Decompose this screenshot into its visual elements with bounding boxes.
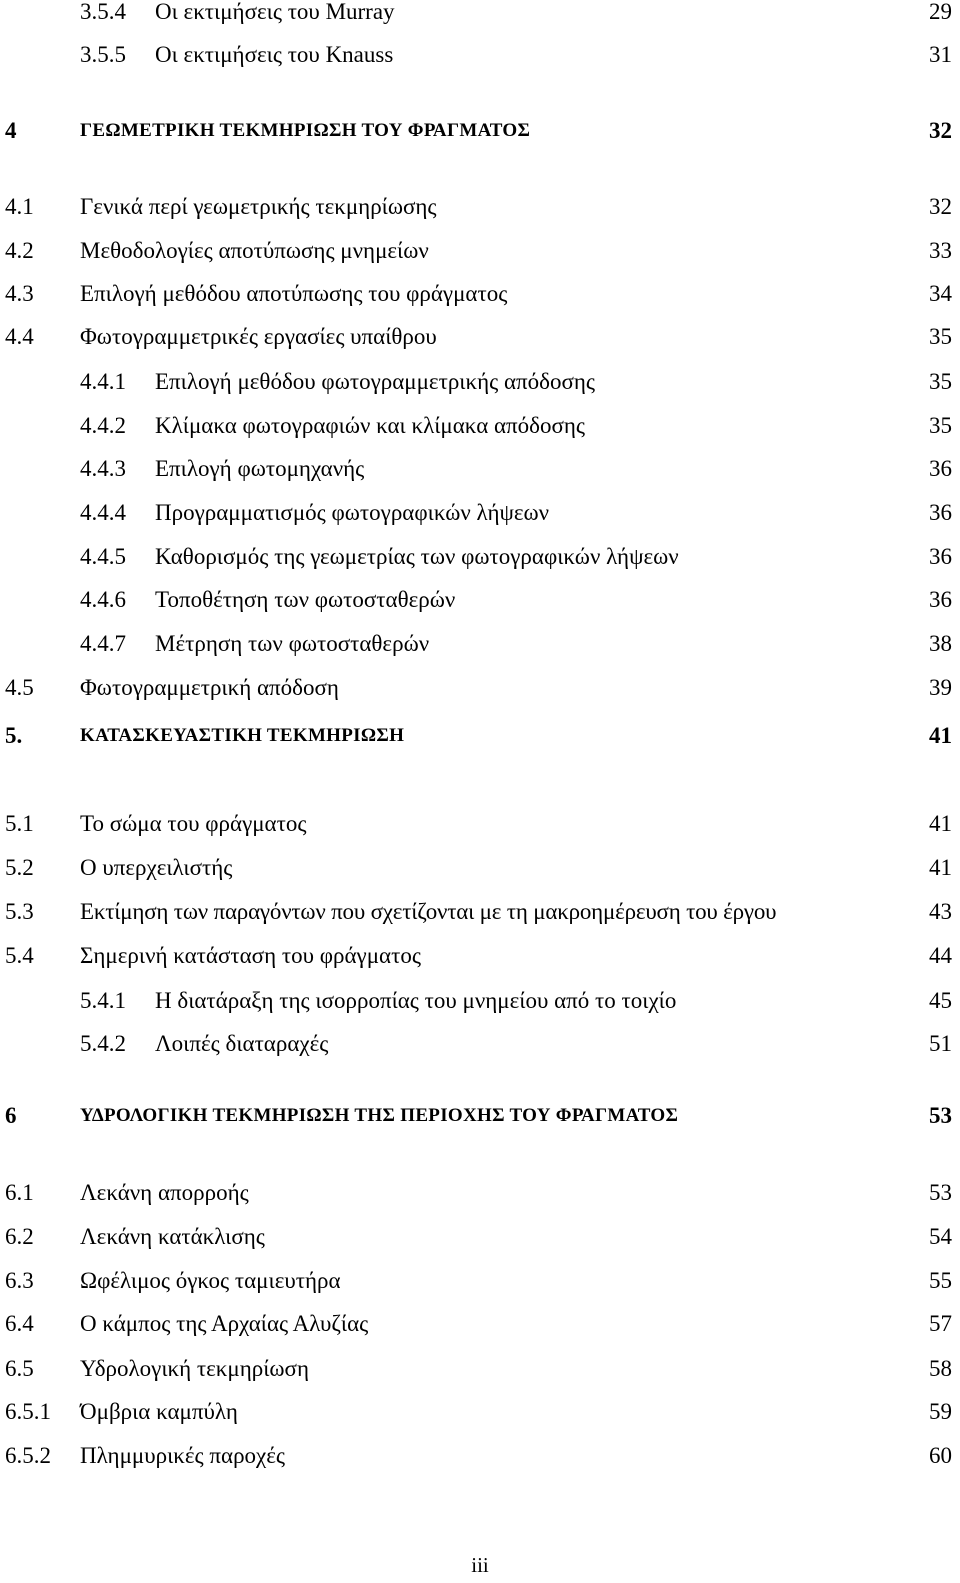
- toc-entry: [0, 493, 960, 533]
- entry-title: Φωτογραμμετρική απόδοση: [80, 675, 339, 700]
- entry-page: 57: [929, 1311, 952, 1336]
- toc-entry: [0, 1024, 960, 1064]
- entry-page: 54: [929, 1224, 952, 1249]
- entry-number: 6.4: [5, 1311, 34, 1336]
- toc-entry: [0, 317, 960, 357]
- entry-title: Η διατάραξη της ισορροπίας του μνημείου από το τοιχίο: [155, 988, 677, 1013]
- entry-page: 33: [929, 238, 952, 263]
- toc-entry: [0, 1436, 960, 1476]
- toc-entry: [0, 231, 960, 271]
- entry-title: Επιλογή μεθόδου φωτογραμμετρικής απόδοσης: [155, 369, 596, 394]
- entry-number: 6.3: [5, 1268, 34, 1293]
- toc-entry: [0, 1261, 960, 1301]
- entry-number: 5.4.1: [80, 988, 126, 1013]
- entry-number: 4.4.6: [80, 587, 126, 612]
- toc-entry: [0, 0, 960, 32]
- entry-number: 5.3: [5, 899, 34, 924]
- entry-number: 6.1: [5, 1180, 34, 1205]
- entry-title: Ωφέλιμος όγκος ταμιευτήρα: [80, 1268, 341, 1293]
- entry-number: 4.4.5: [80, 544, 126, 569]
- entry-title: Υδρολογική τεκμηρίωση: [80, 1356, 309, 1381]
- entry-page: 32: [929, 194, 952, 219]
- entry-title: Ο υπερχειλιστής: [80, 855, 233, 880]
- entry-title: Όμβρια καμπύλη: [80, 1399, 238, 1424]
- entry-number: 3.5.5: [80, 42, 126, 67]
- entry-number: 4.4.2: [80, 413, 126, 438]
- entry-number: 4.4.1: [80, 369, 126, 394]
- toc-entry: [0, 1304, 960, 1344]
- toc-entry: [0, 35, 960, 75]
- entry-page: 55: [929, 1268, 952, 1293]
- entry-page: 31: [929, 42, 952, 67]
- entry-title: Γενικά περί γεωμετρικής τεκμηρίωσης: [80, 194, 437, 219]
- entry-title: Σημερινή κατάσταση του φράγματος: [80, 943, 421, 968]
- entry-title: Επιλογή μεθόδου αποτύπωσης του φράγματος: [80, 281, 508, 306]
- toc-entry: [0, 362, 960, 402]
- entry-number: 6.2: [5, 1224, 34, 1249]
- entry-title: Επιλογή φωτομηχανής: [155, 456, 365, 481]
- entry-page: 51: [929, 1031, 952, 1056]
- entry-number: 4.2: [5, 238, 34, 263]
- entry-page: 58: [929, 1356, 952, 1381]
- entry-title: Μεθοδολογίες αποτύπωσης μνημείων: [80, 238, 429, 263]
- toc-chapter-entry: [0, 111, 960, 151]
- entry-number: 5.: [5, 723, 23, 748]
- entry-number: 5.4: [5, 943, 34, 968]
- toc-entry: [0, 804, 960, 844]
- toc-entry: [0, 624, 960, 664]
- toc-entry: [0, 668, 960, 708]
- entry-number: 4: [5, 118, 17, 143]
- entry-title: ΓΕΩΜΕΤΡΙΚΗ ΤΕΚΜΗΡΙΩΣΗ ΤΟΥ ΦΡΑΓΜΑΤΟΣ: [80, 120, 531, 141]
- entry-title: ΚΑΤΑΣΚΕΥΑΣΤΙΚΗ ΤΕΚΜΗΡΙΩΣΗ: [80, 725, 405, 746]
- entry-page: 43: [929, 899, 952, 924]
- entry-page: 41: [929, 723, 952, 748]
- toc-entry: [0, 936, 960, 976]
- toc-entry: [0, 406, 960, 446]
- entry-page: 60: [929, 1443, 952, 1468]
- toc-entry: [0, 1392, 960, 1432]
- entry-page: 32: [929, 118, 952, 143]
- entry-title: Ο κάμπος της Αρχαίας Αλυζίας: [80, 1311, 369, 1336]
- toc-entry: [0, 1173, 960, 1213]
- entry-title: Πλημμυρικές παροχές: [80, 1443, 286, 1468]
- entry-page: 36: [929, 456, 952, 481]
- entry-number: 4.4.7: [80, 631, 126, 656]
- entry-number: 6.5.1: [5, 1399, 51, 1424]
- entry-number: 5.2: [5, 855, 34, 880]
- toc-entry: [0, 848, 960, 888]
- toc-chapter-entry: [0, 1096, 960, 1136]
- entry-title: Οι εκτιμήσεις του Knauss: [155, 42, 394, 67]
- entry-title: Κλίμακα φωτογραφιών και κλίμακα απόδοσης: [155, 413, 586, 438]
- entry-title: Μέτρηση των φωτοσταθερών: [155, 631, 430, 656]
- entry-page: 45: [929, 988, 952, 1013]
- entry-page: 53: [929, 1103, 952, 1128]
- entry-page: 36: [929, 544, 952, 569]
- entry-page: 35: [929, 369, 952, 394]
- entry-page: 59: [929, 1399, 952, 1424]
- toc-entry: [0, 274, 960, 314]
- entry-page: 44: [929, 943, 952, 968]
- toc-entry: [0, 449, 960, 489]
- entry-page: 36: [929, 587, 952, 612]
- entry-number: 5.1: [5, 811, 34, 836]
- toc-entry: [0, 1349, 960, 1389]
- entry-page: 34: [929, 281, 952, 306]
- entry-page: 35: [929, 413, 952, 438]
- entry-number: 4.4.4: [80, 500, 126, 525]
- entry-page: 41: [929, 855, 952, 880]
- toc-entry: [0, 580, 960, 620]
- entry-page: 29: [929, 0, 952, 24]
- entry-title: ΥΔΡΟΛΟΓΙΚΗ ΤΕΚΜΗΡΙΩΣΗ ΤΗΣ ΠΕΡΙΟΧΗΣ ΤΟΥ ΦΡΑΓΜΑΤΟΣ: [80, 1105, 679, 1126]
- entry-page: 36: [929, 500, 952, 525]
- entry-number: 4.3: [5, 281, 34, 306]
- toc-entry: [0, 1217, 960, 1257]
- toc-chapter-entry: [0, 716, 960, 756]
- entry-number: 6.5.2: [5, 1443, 51, 1468]
- entry-number: 6.5: [5, 1356, 34, 1381]
- entry-title: Καθορισμός της γεωμετρίας των φωτογραφικών λήψεων: [155, 544, 679, 569]
- entry-number: 6: [5, 1103, 17, 1128]
- entry-title: Εκτίμηση των παραγόντων που σχετίζονται με τη μακροημέρευση του έργου: [80, 899, 777, 924]
- entry-number: 3.5.4: [80, 0, 126, 24]
- entry-title: Το σώμα του φράγματος: [80, 811, 307, 836]
- toc-entry: [0, 537, 960, 577]
- entry-page: 41: [929, 811, 952, 836]
- toc-entry: [0, 187, 960, 227]
- toc-entry: [0, 981, 960, 1021]
- entry-number: 4.5: [5, 675, 34, 700]
- page-number: iii: [471, 1553, 489, 1577]
- entry-number: 4.1: [5, 194, 34, 219]
- entry-title: Οι εκτιμήσεις του Murray: [155, 0, 395, 24]
- entry-title: Λοιπές διαταραχές: [155, 1031, 329, 1056]
- entry-number: 4.4.3: [80, 456, 126, 481]
- entry-page: 53: [929, 1180, 952, 1205]
- entry-title: Προγραμματισμός φωτογραφικών λήψεων: [155, 500, 550, 525]
- toc-entry: [0, 892, 960, 932]
- entry-title: Φωτογραμμετρικές εργασίες υπαίθρου: [80, 324, 437, 349]
- entry-page: 35: [929, 324, 952, 349]
- entry-title: Λεκάνη κατάκλισης: [80, 1224, 265, 1249]
- entry-number: 5.4.2: [80, 1031, 126, 1056]
- entry-number: 4.4: [5, 324, 34, 349]
- entry-title: Τοποθέτηση των φωτοσταθερών: [155, 587, 456, 612]
- entry-title: Λεκάνη απορροής: [80, 1180, 249, 1205]
- entry-page: 38: [929, 631, 952, 656]
- entry-page: 39: [929, 675, 952, 700]
